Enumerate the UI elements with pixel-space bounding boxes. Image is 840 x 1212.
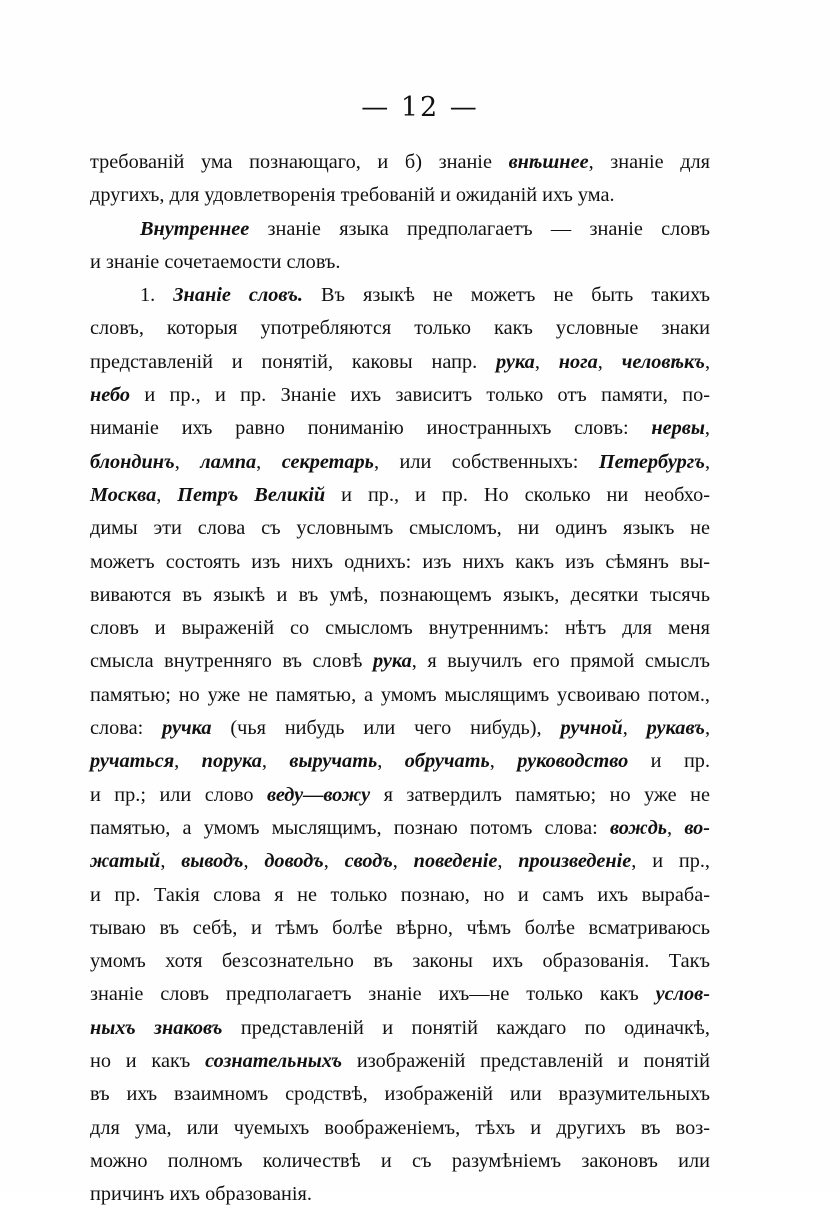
text-span: , <box>667 816 685 839</box>
text-span: (чья нибудь или чего нибудь), <box>211 717 561 740</box>
text-span: , знаніе для <box>588 151 711 173</box>
text-line <box>90 579 710 612</box>
emphasized-text: лампа <box>200 450 257 473</box>
text-span: памятью, а умомъ мыслящимъ, познаю потомъ слова: <box>90 816 610 839</box>
text-span: умомъ хотя безсознательно въ законы ихъ образованія. Такъ <box>90 950 710 973</box>
emphasized-text: выводъ <box>181 850 244 873</box>
emphasized-text: нога <box>558 350 598 373</box>
text-line <box>90 1112 710 1145</box>
text-span: , <box>489 750 518 773</box>
emphasized-text: секретарь <box>281 450 374 473</box>
text-span: , <box>323 850 345 873</box>
text-span: , <box>160 850 182 873</box>
text-span: знаніе языка предполагаетъ — знаніе словъ <box>249 217 710 240</box>
text-line <box>90 978 710 1011</box>
text-span: памятью; но уже не памятью, а умомъ мыслящимъ усвоиваю потом., <box>90 683 710 706</box>
text-span: въ ихъ взаимномъ сродствѣ, изображеній или вразумительныхъ <box>90 1083 710 1106</box>
text-line <box>90 379 710 412</box>
text-span: я затвердилъ памятью; но уже не <box>370 783 710 806</box>
text-span: и пр. Такія слова я не только познаю, но и самъ ихъ выраба- <box>90 883 710 906</box>
text-span: тываю въ себѣ, и тѣмъ болѣе вѣрно, чѣмъ болѣе всматриваюсь <box>90 916 710 939</box>
text-span: ниманіе ихъ равно пониманію иностранныхъ словъ: <box>90 417 652 440</box>
emphasized-text: жатый <box>90 850 161 873</box>
text-span: , <box>256 450 282 473</box>
text-line <box>90 1045 710 1078</box>
emphasized-text: человѣкъ <box>621 350 705 373</box>
text-line <box>90 912 710 945</box>
text-line <box>90 512 710 545</box>
page-number: — 12 — <box>361 92 479 123</box>
text-span: другихъ, для удовлетворенія требованій и ожиданій ихъ ума. <box>90 184 615 207</box>
text-span: знаніе словъ предполагаетъ знаніе ихъ—не только какъ <box>90 983 656 1006</box>
text-span: представленій и понятій, каковы напр. <box>90 350 497 373</box>
text-span: , <box>704 450 711 473</box>
emphasized-text: внѣшнее <box>508 151 589 173</box>
text-span: , <box>704 717 711 740</box>
emphasized-text: Знаніе словъ. <box>173 284 303 307</box>
emphasized-text: ручка <box>162 717 212 740</box>
text-span: словъ и выраженій со смысломъ внутреннимъ: нѣтъ для меня <box>90 617 710 640</box>
emphasized-text: Внутреннее <box>140 217 250 240</box>
emphasized-text: рука <box>496 350 535 373</box>
text-span: , <box>704 350 711 373</box>
text-span: и пр.; или слово <box>90 783 267 806</box>
emphasized-text: небо <box>90 384 130 407</box>
emphasized-text: поведеніе <box>413 850 498 873</box>
text-line <box>90 1145 710 1178</box>
text-span: и пр., и пр. Знаніе ихъ зависитъ только отъ памяти, по- <box>130 384 710 407</box>
text-line <box>90 1178 710 1211</box>
emphasized-text: ручаться <box>90 750 175 773</box>
emphasized-text: сознательныхъ <box>205 1050 343 1073</box>
text-line <box>90 879 710 912</box>
emphasized-text: Петербургъ <box>598 450 705 473</box>
text-span: требованій ума познающаго, и б) знаніе <box>90 151 509 173</box>
text-line <box>90 679 710 712</box>
text-line <box>90 1012 710 1045</box>
text-line <box>90 346 710 379</box>
emphasized-text: услов- <box>655 983 710 1006</box>
text-span: , <box>704 417 710 440</box>
text-span: , <box>597 350 622 373</box>
text-span: можно полномъ количествѣ и съ разумѣніемъ законовъ или <box>90 1149 710 1172</box>
text-span: , <box>377 750 405 773</box>
emphasized-text: во- <box>684 816 711 839</box>
text-span: смысла внутренняго въ словѣ <box>90 650 373 673</box>
text-span: , и пр., <box>631 850 710 873</box>
text-line <box>90 845 710 878</box>
text-span: можетъ состоять изъ нихъ однихъ: изъ нихъ какъ изъ сѣмянъ вы- <box>90 550 710 573</box>
text-span: для ума, или чуемыхъ воображеніемъ, тѣхъ и другихъ въ воз- <box>90 1116 710 1139</box>
text-span: , <box>261 750 290 773</box>
text-line <box>90 812 710 845</box>
text-line <box>90 146 710 179</box>
emphasized-text: веду—вожу <box>267 783 371 806</box>
text-span: словъ, которыя употребляются только какъ условные знаки <box>90 317 710 340</box>
text-line <box>90 446 710 479</box>
emphasized-text: руководство <box>517 750 629 773</box>
text-line <box>90 779 710 812</box>
emphasized-text: ручной <box>560 717 623 740</box>
emphasized-text: нервы <box>651 417 705 440</box>
text-span: причинъ ихъ образованія. <box>90 1183 312 1206</box>
text-span: и пр. <box>628 750 711 773</box>
text-span: но и какъ <box>90 1050 206 1073</box>
emphasized-text: Петръ Великій <box>177 483 326 506</box>
text-line <box>90 179 710 212</box>
text-span: Въ языкѣ не можетъ не быть такихъ <box>302 284 710 307</box>
text-span: и пр., и пр. Но сколько ни необхо- <box>325 483 710 506</box>
text-line <box>90 279 710 312</box>
emphasized-text: Москва <box>90 483 157 506</box>
text-line <box>90 479 710 512</box>
text-span: слова: <box>90 717 163 740</box>
text-span: , <box>174 450 201 473</box>
text-span: , <box>534 350 559 373</box>
body-text <box>90 146 710 1212</box>
text-span: и знаніе сочетаемости словъ. <box>90 250 341 273</box>
text-span: , <box>622 717 647 740</box>
text-span: , я выучилъ его прямой смыслъ <box>411 650 711 673</box>
text-span: , <box>497 850 519 873</box>
text-line <box>90 213 710 246</box>
text-span: изображеній представленій и понятій <box>342 1050 710 1073</box>
emphasized-text: вождь <box>609 816 668 839</box>
text-span: , <box>174 750 202 773</box>
emphasized-text: рука <box>372 650 412 673</box>
text-line <box>90 412 710 445</box>
emphasized-text: произведеніе <box>518 850 632 873</box>
emphasized-text: блондинъ <box>90 450 175 473</box>
text-line <box>90 246 710 279</box>
text-span: 1. <box>140 284 174 307</box>
text-span: виваются въ языкѣ и въ умѣ, познающемъ языкъ, десятки тысячь <box>90 583 710 606</box>
text-span: , <box>243 850 265 873</box>
emphasized-text: сводъ <box>344 850 393 873</box>
text-line <box>90 612 710 645</box>
text-line <box>90 1078 710 1111</box>
text-span: , <box>156 483 178 506</box>
emphasized-text: рукавъ <box>646 717 705 740</box>
text-span: , <box>392 850 414 873</box>
text-line <box>90 645 710 678</box>
text-line <box>90 712 710 745</box>
emphasized-text: обручать <box>404 750 490 773</box>
emphasized-text: ныхъ знаковъ <box>90 1016 223 1039</box>
text-span: , или собственныхъ: <box>373 450 599 473</box>
text-line <box>90 546 710 579</box>
text-line <box>90 312 710 345</box>
emphasized-text: выручать <box>289 750 378 773</box>
text-line <box>90 745 710 778</box>
text-span: представленій и понятій каждаго по одиначкѣ, <box>222 1016 710 1039</box>
text-line <box>90 945 710 978</box>
emphasized-text: доводъ <box>264 850 324 873</box>
text-span: димы эти слова съ условнымъ смысломъ, ни одинъ языкъ не <box>90 517 710 540</box>
emphasized-text: порука <box>201 750 262 773</box>
